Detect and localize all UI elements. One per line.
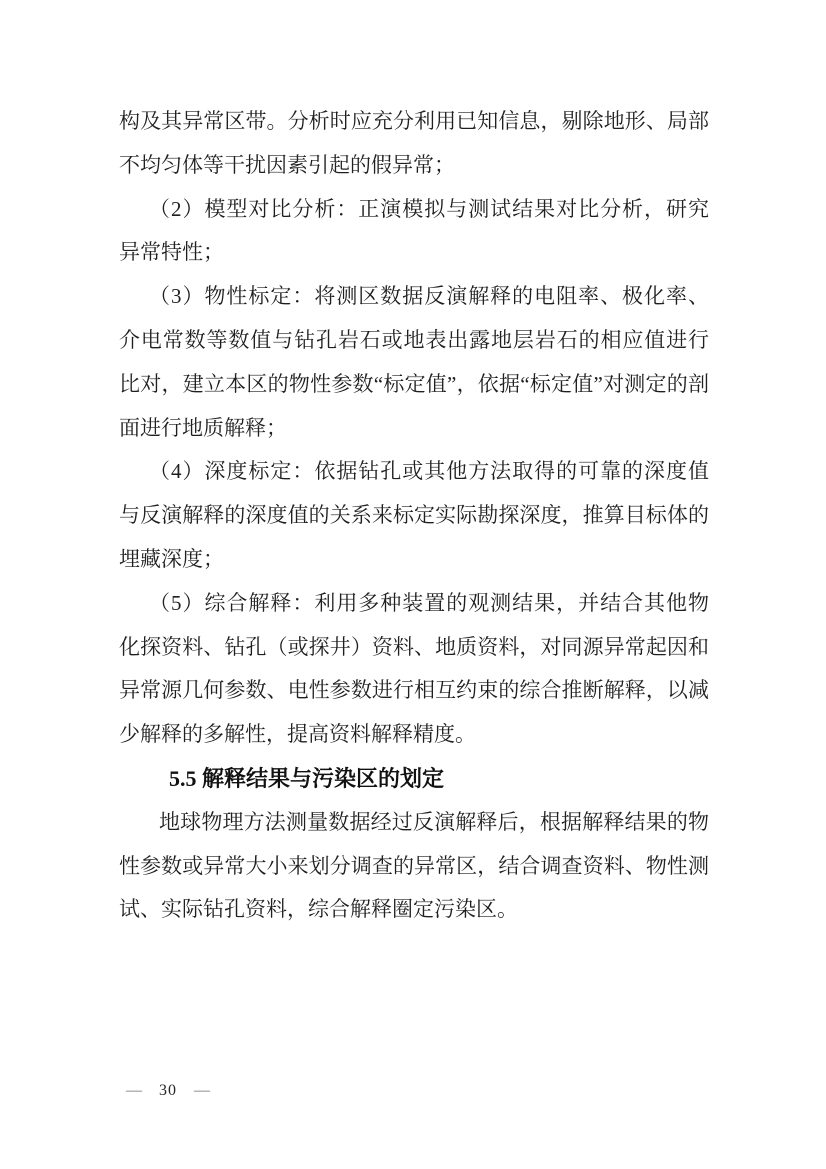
text-line: 化探资料、钻孔（或探井）资料、地质资料，对同源异常起因和 xyxy=(119,634,709,659)
text-block xyxy=(119,100,709,932)
text-line: 异常源几何参数、电性参数进行相互约束的综合推断解释，以减 xyxy=(119,678,709,703)
text-line: 介电常数等数值与钻孔岩石或地表出露地层岩石的相应值进行 xyxy=(119,327,709,352)
text-line: （3）物性标定：将测区数据反演解释的电阻率、极化率、 xyxy=(149,284,709,309)
text-line: 不均匀体等干扰因素引起的假异常； xyxy=(119,152,455,177)
text-line: 性参数或异常大小来划分调查的异常区，结合调查资料、物性测 xyxy=(119,853,709,878)
text-line: （5）综合解释：利用多种装置的观测结果，并结合其他物 xyxy=(149,590,709,615)
text-line: 埋藏深度； xyxy=(119,546,224,571)
text-line: 构及其异常区带。分析时应充分利用已知信息，剔除地形、局部 xyxy=(119,109,709,133)
section-heading: 5.5 解释结果与污染区的划定 xyxy=(169,765,445,791)
text-line: 面进行地质解释； xyxy=(119,415,287,440)
page-number: 30 xyxy=(159,1082,177,1099)
text-line: （4）深度标定：依据钻孔或其他方法取得的可靠的深度值 xyxy=(149,459,709,484)
text-line: 异常特性； xyxy=(119,240,224,265)
text-line: 试、实际钻孔资料，综合解释圈定污染区。 xyxy=(119,897,518,922)
text-line: 比对，建立本区的物性参数“标定值”，依据“标定值”对测定的剖 xyxy=(119,371,709,396)
footer-dash-left: — xyxy=(126,1082,142,1099)
page-footer xyxy=(126,1081,210,1101)
text-line: 少解释的多解性，提高资料解释精度。 xyxy=(119,722,476,747)
text-line: 地球物理方法测量数据经过反演解释后，根据解释结果的物 xyxy=(159,809,709,834)
footer-dash-right: — xyxy=(194,1082,210,1099)
text-line: （2）模型对比分析：正演模拟与测试结果对比分析，研究 xyxy=(149,196,709,221)
text-line: 与反演解释的深度值的关系来标定实际勘探深度，推算目标体的 xyxy=(119,503,709,528)
